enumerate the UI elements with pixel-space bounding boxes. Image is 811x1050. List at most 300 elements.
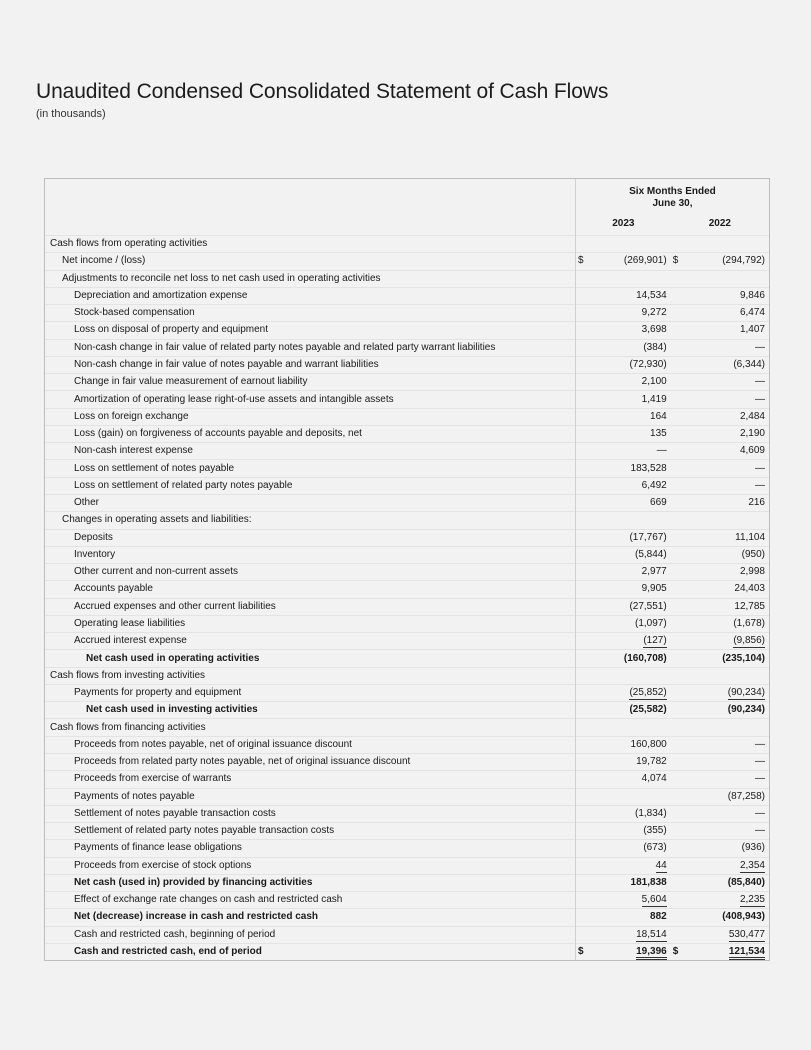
row-label-text: Other	[74, 497, 100, 509]
value-2022-text: —	[755, 738, 765, 750]
row-label-text: Inventory	[74, 548, 116, 560]
value-2023	[589, 564, 670, 581]
value-2023-text: 882	[650, 911, 667, 923]
row-label-text: Settlement of related party notes payable transaction costs	[74, 825, 335, 837]
row-label	[45, 615, 575, 632]
value-2022-text: —	[755, 479, 765, 491]
currency-2022	[671, 356, 685, 373]
value-2023-text: (25,852)	[629, 687, 667, 699]
currency-2022	[671, 546, 685, 563]
value-2023	[589, 615, 670, 632]
value-2023-text: 6,492	[641, 479, 667, 491]
value-2022-text: —	[755, 462, 765, 474]
row-label-text: Amortization of operating lease right-of-use assets and intangible assets	[74, 393, 394, 405]
value-2023-text: (17,767)	[629, 531, 667, 543]
currency-2022	[671, 305, 685, 322]
row-label-text: Accounts payable	[74, 583, 153, 595]
currency-2022	[671, 408, 685, 425]
value-2023	[589, 840, 670, 857]
value-2023	[589, 909, 670, 926]
value-2022-text: (936)	[741, 842, 765, 854]
currency-2023	[575, 702, 589, 719]
page-title: Unaudited Condensed Consolidated Statement of Cash Flows	[36, 80, 609, 103]
currency-2022	[671, 684, 685, 701]
value-2022-text: (87,258)	[727, 790, 765, 802]
currency-2023	[575, 460, 589, 477]
currency-2023	[575, 253, 589, 270]
value-2022-text: 2,235	[739, 894, 765, 906]
value-2023-text: 3,698	[641, 324, 667, 336]
value-2022-text: 12,785	[734, 600, 765, 612]
value-2022-text: —	[755, 756, 765, 768]
header-row-years	[45, 213, 769, 236]
currency-2023	[575, 581, 589, 598]
value-2022-text: (950)	[741, 548, 765, 560]
table-row	[45, 391, 769, 408]
currency-2023	[575, 443, 589, 460]
value-2022-text: (90,234)	[727, 687, 765, 699]
currency-2023	[575, 374, 589, 391]
table-row	[45, 667, 769, 684]
value-2022	[685, 892, 769, 909]
row-label-text: Cash and restricted cash, beginning of period	[74, 928, 276, 940]
value-2022	[685, 425, 769, 442]
currency-2022	[671, 926, 685, 943]
currency-2022	[671, 753, 685, 770]
value-2022-text: 1,407	[739, 324, 765, 336]
table-row	[45, 305, 769, 322]
currency-2023	[575, 322, 589, 339]
cash-flow-grid	[45, 179, 769, 960]
value-2022-text: —	[755, 376, 765, 388]
value-2022	[685, 943, 769, 960]
currency-2022	[671, 736, 685, 753]
table-row	[45, 684, 769, 701]
row-label	[45, 892, 575, 909]
currency-2023	[575, 339, 589, 356]
value-2023	[589, 512, 670, 529]
currency-2023-text: $	[577, 255, 584, 267]
currency-2023	[575, 771, 589, 788]
currency-2023	[575, 823, 589, 840]
row-label	[45, 840, 575, 857]
currency-2022	[671, 391, 685, 408]
value-2023-text: (355)	[643, 825, 667, 837]
table-row	[45, 598, 769, 615]
currency-2023	[575, 512, 589, 529]
value-2022	[685, 287, 769, 304]
row-label-text: Proceeds from notes payable, net of original issuance discount	[74, 738, 352, 750]
currency-2022-text: $	[672, 255, 679, 267]
row-label	[45, 356, 575, 373]
row-label	[45, 909, 575, 926]
value-2022	[685, 788, 769, 805]
row-label-text: Deposits	[74, 531, 113, 543]
currency-2022	[671, 909, 685, 926]
value-2023-text: (5,844)	[635, 548, 667, 560]
value-2022-text: —	[755, 393, 765, 405]
row-label-text: Payments of finance lease obligations	[74, 842, 242, 854]
value-2023	[589, 788, 670, 805]
table-row	[45, 633, 769, 650]
value-2022	[685, 391, 769, 408]
value-2022	[685, 805, 769, 822]
value-2022	[685, 667, 769, 684]
row-label	[45, 736, 575, 753]
row-label	[45, 926, 575, 943]
currency-2022	[671, 494, 685, 511]
value-2023	[589, 391, 670, 408]
row-label-text: Loss on settlement of related party notes payable	[74, 479, 293, 491]
value-2022	[685, 374, 769, 391]
currency-2023	[575, 270, 589, 287]
currency-2023	[575, 494, 589, 511]
currency-2023	[575, 529, 589, 546]
value-2023-text: 183,528	[630, 462, 667, 474]
currency-2022	[671, 943, 685, 960]
value-2023-text: 19,396	[636, 946, 667, 960]
currency-2023	[575, 564, 589, 581]
value-2023-text: (25,582)	[629, 704, 667, 716]
row-label-text: Net income / (loss)	[62, 255, 146, 267]
value-2022-text: —	[755, 825, 765, 837]
value-2023-text: 669	[650, 497, 667, 509]
value-2022	[685, 598, 769, 615]
currency-2023	[575, 874, 589, 891]
table-row	[45, 823, 769, 840]
row-label	[45, 564, 575, 581]
row-label-text: Loss on disposal of property and equipment	[74, 324, 269, 336]
page-subtitle: (in thousands)	[36, 108, 106, 120]
value-2023-text: (384)	[643, 341, 667, 353]
period-header	[575, 179, 769, 213]
header-blank	[45, 179, 575, 213]
currency-2022	[671, 857, 685, 874]
value-2022	[685, 477, 769, 494]
value-2023-text: 164	[650, 410, 667, 422]
row-label	[45, 236, 575, 253]
value-2023	[589, 236, 670, 253]
row-label	[45, 753, 575, 770]
table-row	[45, 892, 769, 909]
value-2023-text: 5,604	[641, 894, 667, 906]
value-2022	[685, 270, 769, 287]
currency-2022	[671, 805, 685, 822]
row-label	[45, 874, 575, 891]
row-label	[45, 771, 575, 788]
value-2022-text: 530,477	[728, 928, 765, 940]
row-label	[45, 857, 575, 874]
row-label	[45, 529, 575, 546]
row-label-text: Cash flows from financing activities	[50, 721, 206, 733]
row-label	[45, 684, 575, 701]
row-label	[45, 823, 575, 840]
value-2023	[589, 633, 670, 650]
value-2022	[685, 253, 769, 270]
value-2023-text: (1,097)	[635, 617, 667, 629]
value-2023	[589, 823, 670, 840]
value-2022-text: (6,344)	[733, 358, 765, 370]
row-label-text: Operating lease liabilities	[74, 617, 186, 629]
table-row	[45, 270, 769, 287]
row-label	[45, 339, 575, 356]
value-2023	[589, 805, 670, 822]
value-2022-text: (90,234)	[727, 704, 765, 716]
currency-2022	[671, 512, 685, 529]
row-label-text: Non-cash interest expense	[74, 445, 193, 457]
value-2022	[685, 615, 769, 632]
currency-2023	[575, 408, 589, 425]
value-2023	[589, 443, 670, 460]
table-row	[45, 771, 769, 788]
row-label	[45, 443, 575, 460]
table-row	[45, 443, 769, 460]
row-label	[45, 408, 575, 425]
currency-2023	[575, 805, 589, 822]
table-row	[45, 788, 769, 805]
currency-2023	[575, 633, 589, 650]
value-2022-text: 4,609	[739, 445, 765, 457]
value-2022	[685, 909, 769, 926]
currency-2023	[575, 598, 589, 615]
value-2022-text: 24,403	[734, 583, 765, 595]
row-label	[45, 374, 575, 391]
value-2022	[685, 753, 769, 770]
value-2023	[589, 305, 670, 322]
table-row	[45, 615, 769, 632]
value-2022	[685, 494, 769, 511]
cash-flow-table	[44, 178, 770, 961]
value-2022-text: (408,943)	[722, 911, 765, 923]
row-label-text: Net (decrease) increase in cash and restricted cash	[74, 911, 319, 923]
currency-2022	[671, 823, 685, 840]
row-label	[45, 667, 575, 684]
currency-2022	[671, 874, 685, 891]
table-row	[45, 840, 769, 857]
value-2023	[589, 460, 670, 477]
value-2022-text: (85,840)	[727, 876, 765, 888]
table-row	[45, 512, 769, 529]
row-label-text: Adjustments to reconcile net loss to net cash used in operating activities	[62, 272, 381, 284]
value-2022	[685, 408, 769, 425]
value-2023	[589, 322, 670, 339]
currency-2023	[575, 909, 589, 926]
row-label-text: Proceeds from related party notes payable, net of original issuance discount	[74, 756, 411, 768]
value-2022	[685, 874, 769, 891]
table-row	[45, 926, 769, 943]
table-row	[45, 374, 769, 391]
table-row	[45, 857, 769, 874]
currency-2022	[671, 253, 685, 270]
value-2023	[589, 650, 670, 667]
value-2022-text: —	[755, 341, 765, 353]
currency-2022	[671, 892, 685, 909]
value-2022	[685, 926, 769, 943]
value-2022	[685, 736, 769, 753]
value-2022	[685, 460, 769, 477]
currency-2023	[575, 391, 589, 408]
table-row	[45, 460, 769, 477]
value-2023-text: 4,074	[641, 773, 667, 785]
table-row	[45, 909, 769, 926]
value-2023-text: 1,419	[641, 393, 667, 405]
value-2022	[685, 546, 769, 563]
value-2022	[685, 356, 769, 373]
row-label	[45, 494, 575, 511]
currency-2022	[671, 287, 685, 304]
row-label-text: Depreciation and amortization expense	[74, 289, 248, 301]
currency-2023	[575, 926, 589, 943]
value-2023-text: 18,514	[636, 928, 667, 940]
row-label-text: Net cash used in investing activities	[86, 704, 258, 716]
value-2023	[589, 753, 670, 770]
row-label	[45, 719, 575, 736]
value-2023	[589, 546, 670, 563]
table-row	[45, 564, 769, 581]
value-2022	[685, 564, 769, 581]
currency-2022	[671, 236, 685, 253]
header-row-period	[45, 179, 769, 213]
value-2022-text: 2,484	[739, 410, 765, 422]
value-2022-text: (294,792)	[722, 255, 765, 267]
currency-2023	[575, 684, 589, 701]
currency-2022-text: $	[672, 946, 679, 958]
row-label	[45, 943, 575, 960]
value-2022	[685, 322, 769, 339]
row-label-text: Stock-based compensation	[74, 307, 195, 319]
value-2022	[685, 529, 769, 546]
row-label-text: Payments for property and equipment	[74, 687, 242, 699]
row-label	[45, 512, 575, 529]
value-2022	[685, 581, 769, 598]
table-row	[45, 702, 769, 719]
value-2023	[589, 374, 670, 391]
value-2022-text: 9,846	[739, 289, 765, 301]
row-label-text: Loss on settlement of notes payable	[74, 462, 235, 474]
row-label	[45, 788, 575, 805]
row-label	[45, 391, 575, 408]
value-2023-text: 181,838	[630, 876, 667, 888]
table-row	[45, 339, 769, 356]
currency-2022	[671, 840, 685, 857]
value-2023-text: 135	[650, 428, 667, 440]
table-row	[45, 650, 769, 667]
value-2023-text: (269,901)	[623, 255, 667, 267]
value-2023-text: (160,708)	[623, 652, 667, 664]
value-2023	[589, 408, 670, 425]
currency-2022	[671, 633, 685, 650]
year-2022-header: 2022	[708, 218, 731, 229]
value-2023-text: (27,551)	[629, 600, 667, 612]
currency-2022	[671, 702, 685, 719]
value-2022-text: 121,534	[729, 946, 765, 960]
row-label	[45, 253, 575, 270]
row-label-text: Cash flows from investing activities	[50, 669, 206, 681]
table-row	[45, 408, 769, 425]
currency-2022	[671, 788, 685, 805]
currency-2023	[575, 425, 589, 442]
currency-2023	[575, 236, 589, 253]
value-2023-text: —	[656, 445, 667, 457]
row-label	[45, 270, 575, 287]
value-2022-text: 2,354	[739, 859, 765, 871]
value-2023	[589, 529, 670, 546]
currency-2023	[575, 356, 589, 373]
table-row	[45, 236, 769, 253]
currency-2023	[575, 305, 589, 322]
row-label-text: Payments of notes payable	[74, 790, 195, 802]
value-2022	[685, 339, 769, 356]
value-2023-text: (1,834)	[635, 807, 667, 819]
currency-2022	[671, 339, 685, 356]
table-row	[45, 477, 769, 494]
currency-2023	[575, 287, 589, 304]
row-label-text: Loss on foreign exchange	[74, 410, 189, 422]
table-row	[45, 253, 769, 270]
value-2023	[589, 253, 670, 270]
table-row	[45, 529, 769, 546]
value-2023	[589, 857, 670, 874]
row-label-text: Non-cash change in fair value of notes payable and warrant liabilities	[74, 358, 379, 370]
row-label-text: Cash and restricted cash, end of period	[74, 946, 262, 958]
value-2023	[589, 581, 670, 598]
value-2023	[589, 943, 670, 960]
currency-2022	[671, 598, 685, 615]
currency-2022	[671, 581, 685, 598]
value-2023-text: (127)	[643, 635, 667, 647]
row-label	[45, 598, 575, 615]
value-2022	[685, 443, 769, 460]
currency-2022	[671, 460, 685, 477]
currency-2023	[575, 650, 589, 667]
table-row	[45, 287, 769, 304]
value-2022-text: —	[755, 773, 765, 785]
currency-2023	[575, 753, 589, 770]
currency-2023-text: $	[577, 946, 584, 958]
value-2023	[589, 667, 670, 684]
row-label-text: Proceeds from exercise of warrants	[74, 773, 232, 785]
value-2023	[589, 771, 670, 788]
row-label-text: Loss (gain) on forgiveness of accounts payable and deposits, net	[74, 428, 362, 440]
row-label-text: Changes in operating assets and liabilities:	[62, 514, 252, 526]
table-row	[45, 753, 769, 770]
row-label	[45, 477, 575, 494]
row-label	[45, 633, 575, 650]
value-2022	[685, 823, 769, 840]
value-2023-text: 14,534	[636, 289, 667, 301]
value-2022-text: 2,998	[739, 566, 765, 578]
value-2023	[589, 736, 670, 753]
currency-2022	[671, 564, 685, 581]
row-label-text: Other current and non-current assets	[74, 566, 238, 578]
value-2022	[685, 512, 769, 529]
currency-2022	[671, 374, 685, 391]
currency-2022	[671, 425, 685, 442]
row-label	[45, 305, 575, 322]
value-2022-text: —	[755, 807, 765, 819]
period-header-text: Six Months Ended June 30,	[629, 186, 716, 209]
value-2023	[589, 494, 670, 511]
value-2022-text: (235,104)	[722, 652, 765, 664]
row-label	[45, 702, 575, 719]
value-2022-text: (1,678)	[733, 617, 765, 629]
value-2023	[589, 339, 670, 356]
row-label-text: Settlement of notes payable transaction costs	[74, 807, 276, 819]
row-label-text: Net cash (used in) provided by financing activities	[74, 876, 313, 888]
value-2022	[685, 702, 769, 719]
value-2022-text: (9,856)	[733, 635, 765, 647]
table-row	[45, 874, 769, 891]
